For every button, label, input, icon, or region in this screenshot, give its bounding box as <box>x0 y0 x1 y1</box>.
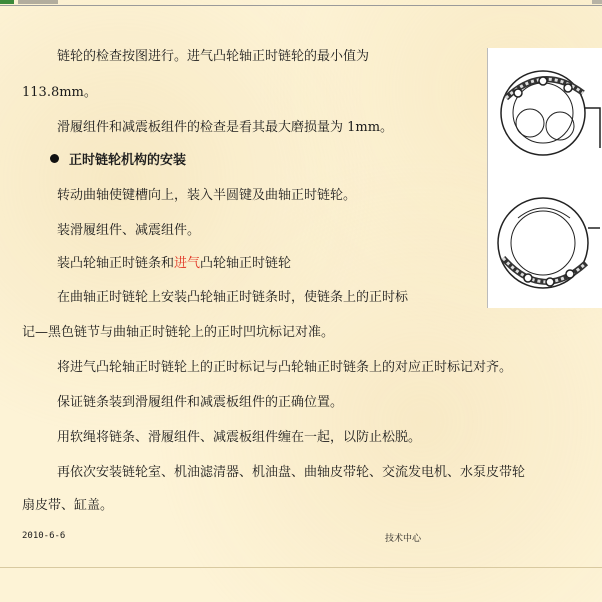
chain-step-text-a: 装凸轮轴正时链条和 <box>57 256 175 271</box>
chain-step-text-b: 凸轮轴正时链轮 <box>200 256 292 271</box>
footer-divider <box>0 567 602 568</box>
top-divider <box>0 5 602 6</box>
logo-icon <box>0 0 14 4</box>
logo-text <box>18 0 58 4</box>
footer-date: 2010-6-6 <box>22 531 66 541</box>
chain-step-highlight: 进气 <box>174 256 201 271</box>
paragraph-step-align: 将进气凸轮轴正时链轮上的正时标记与凸轮轴正时链条上的对应正时标记对齐。 <box>57 360 513 375</box>
top-bar <box>0 0 602 6</box>
timing-chain-sprocket-diagram-icon <box>488 48 602 308</box>
timing-chain-figure <box>487 48 602 308</box>
paragraph-step-crankshaft: 转动曲轴使键槽向上，装入半圆键及曲轴正时链轮。 <box>57 188 357 203</box>
paragraph-step-mark: 在曲轴正时链轮上安装凸轮轴正时链条时，使链条上的正时标 <box>57 290 409 305</box>
paragraph-sprocket-check: 链轮的检查按图进行。进气凸轮轴正时链轮的最小值为 <box>57 49 370 64</box>
section-heading <box>50 153 186 169</box>
corner-mark <box>592 0 602 4</box>
paragraph-step-position: 保证链条装到滑履组件和减震板组件的正确位置。 <box>57 395 344 410</box>
footer-department: 技术中心 <box>385 534 422 544</box>
paragraph-step-tie: 用软绳将链条、滑履组件、减震板组件缠在一起，以防止松脱。 <box>57 430 422 445</box>
paragraph-step-install-cont: 扇皮带、缸盖。 <box>22 498 114 513</box>
paragraph-min-value: 113.8mm。 <box>22 85 97 100</box>
bullet-icon <box>50 154 59 163</box>
paragraph-step-mark-cont: 记—黑色链节与曲轴正时链轮上的正时凹坑标记对准。 <box>22 325 335 340</box>
paragraph-wear-check: 滑履组件和减震板组件的检查是看其最大磨损量为 1mm。 <box>57 120 394 135</box>
paragraph-step-install: 再依次安装链轮室、机油滤清器、机油盘、曲轴皮带轮、交流发电机、水泵皮带轮 <box>57 465 526 480</box>
section-heading-text: 正时链轮机构的安装 <box>69 153 187 168</box>
paragraph-step-slipper: 装滑履组件、减震组件。 <box>57 223 201 238</box>
paragraph-step-chain <box>57 256 291 272</box>
